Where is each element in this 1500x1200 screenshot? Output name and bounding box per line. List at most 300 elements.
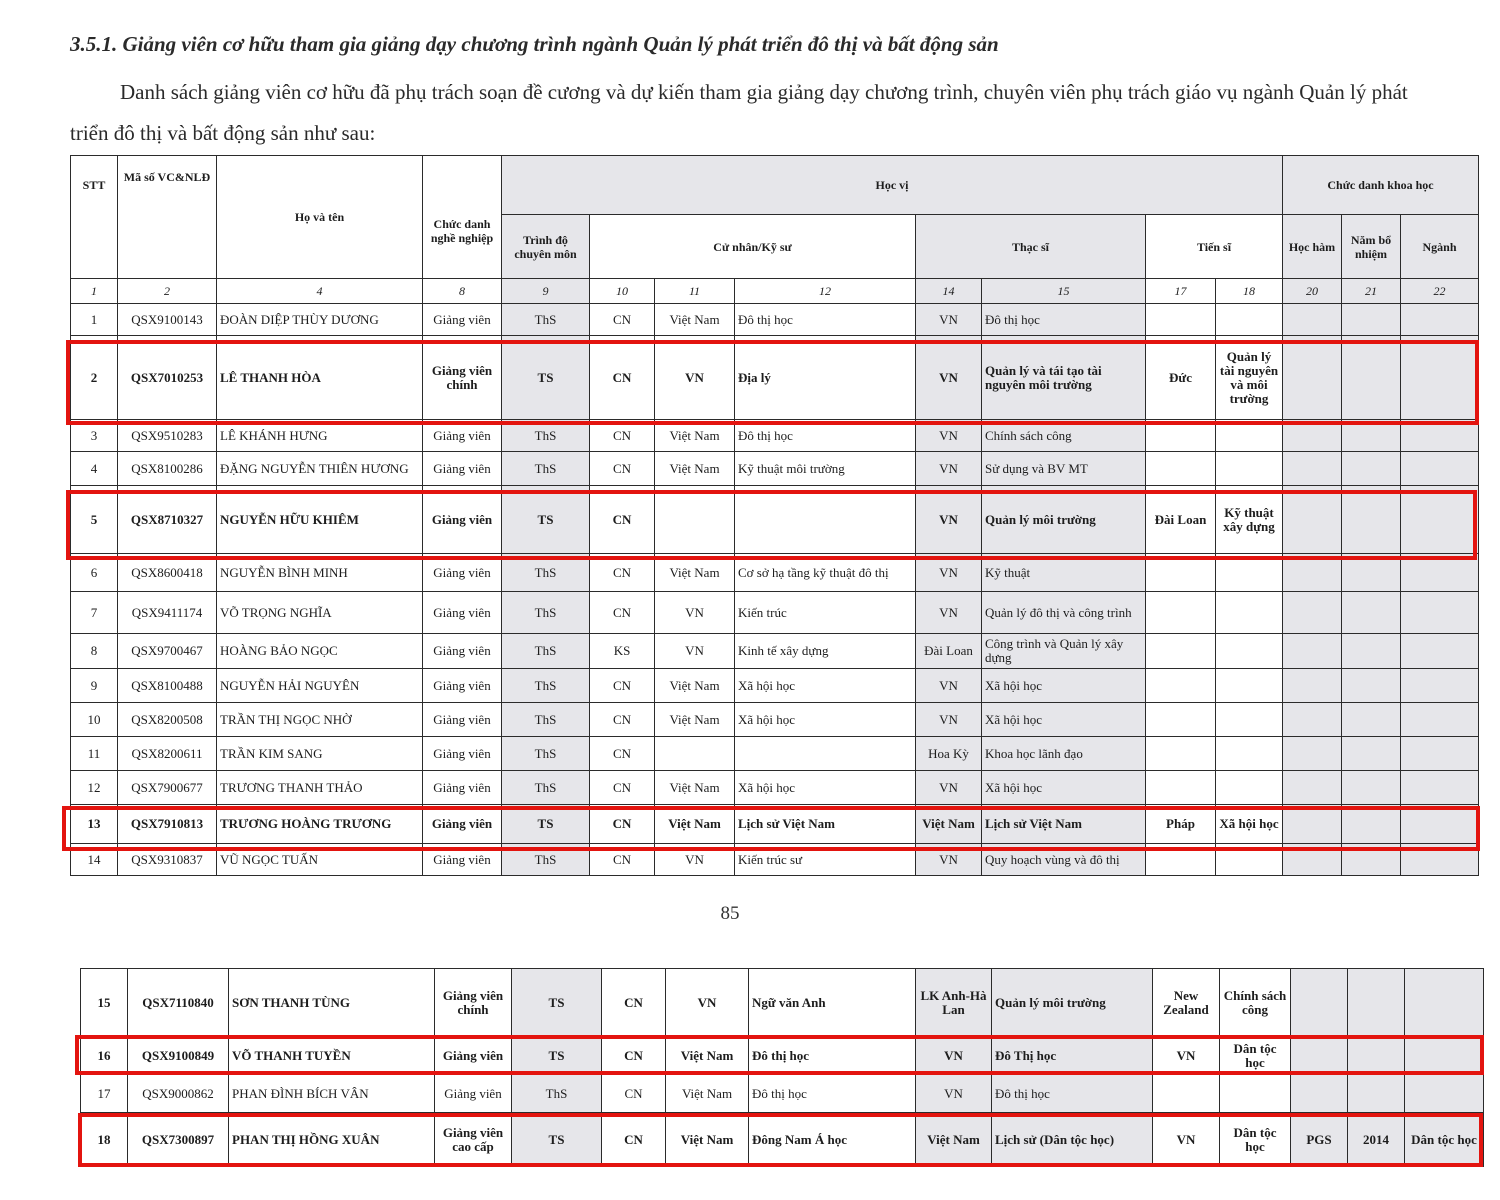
header-cu-nhan: Cử nhân/Kỹ sư xyxy=(590,215,916,279)
column-number: 9 xyxy=(502,279,590,304)
table-cell: Việt Nam xyxy=(916,805,982,844)
table-cell: CN xyxy=(590,420,655,452)
table-row xyxy=(71,336,1479,420)
table-cell: TS xyxy=(512,1037,602,1075)
column-number: 12 xyxy=(735,279,916,304)
table-cell: Xã hội học xyxy=(735,669,916,703)
table-cell: CN xyxy=(590,669,655,703)
table-cell xyxy=(1283,771,1342,805)
table-cell: Xã hội học xyxy=(982,669,1146,703)
column-number: 21 xyxy=(1342,279,1401,304)
table-cell xyxy=(1342,486,1401,554)
table-cell: Kỹ thuật môi trường xyxy=(735,452,916,486)
table-cell: Đô thị học xyxy=(749,1075,916,1113)
table-cell: ThS xyxy=(502,554,590,592)
table-cell: Giảng viên xyxy=(423,554,502,592)
table-cell: VÕ TRỌNG NGHĨA xyxy=(217,592,423,634)
table-cell: Kiến trúc sư xyxy=(735,844,916,876)
table-cell xyxy=(1146,452,1216,486)
table-cell: CN xyxy=(590,452,655,486)
table-cell: QSX8600418 xyxy=(118,554,217,592)
table-cell: Việt Nam xyxy=(916,1113,992,1167)
table-row xyxy=(71,669,1479,703)
table-cell: Lịch sử Việt Nam xyxy=(982,805,1146,844)
table-cell: Quản lý môi trường xyxy=(992,969,1153,1037)
table-cell xyxy=(1342,805,1401,844)
table-cell xyxy=(1146,634,1216,669)
table-cell xyxy=(1146,304,1216,336)
table-row xyxy=(71,634,1479,669)
table-cell: Quản lý đô thị và công trình xyxy=(982,592,1146,634)
table-cell xyxy=(1291,969,1348,1037)
header-nam-bo-nhiem: Năm bổ nhiệm xyxy=(1342,215,1401,279)
table-cell: 1 xyxy=(71,304,118,336)
table-cell xyxy=(1146,554,1216,592)
table-cell: 15 xyxy=(81,969,128,1037)
table-cell: 14 xyxy=(71,844,118,876)
table-cell xyxy=(1348,1075,1405,1113)
table-cell xyxy=(1342,336,1401,420)
table-cell: Giảng viên xyxy=(423,703,502,737)
table-cell: Xã hội học xyxy=(982,771,1146,805)
table-cell xyxy=(1401,420,1479,452)
column-number: 11 xyxy=(655,279,735,304)
table-cell: 5 xyxy=(71,486,118,554)
table-cell: Xã hội học xyxy=(982,703,1146,737)
header-hoc-ham: Học hàm xyxy=(1283,215,1342,279)
table-cell: 17 xyxy=(81,1075,128,1113)
table-cell: VN xyxy=(655,592,735,634)
table-cell: Đức xyxy=(1146,336,1216,420)
table-cell xyxy=(1342,634,1401,669)
table-cell xyxy=(1216,592,1283,634)
table-cell xyxy=(1220,1075,1291,1113)
table-cell xyxy=(1283,592,1342,634)
table-cell: VN xyxy=(1153,1113,1220,1167)
header-thac-si: Thạc sĩ xyxy=(916,215,1146,279)
table-cell: 13 xyxy=(71,805,118,844)
table-cell: VN xyxy=(916,844,982,876)
table-cell: VN xyxy=(916,336,982,420)
table-cell: VN xyxy=(916,592,982,634)
table-cell xyxy=(1405,1075,1484,1113)
table-cell: Việt Nam xyxy=(666,1113,749,1167)
table-cell xyxy=(1342,703,1401,737)
table-cell: VN xyxy=(655,844,735,876)
table-cell: Việt Nam xyxy=(655,771,735,805)
table-cell: ThS xyxy=(512,1075,602,1113)
table-row xyxy=(71,703,1479,737)
table-cell xyxy=(1401,336,1479,420)
table-cell xyxy=(1348,1037,1405,1075)
table-cell: Đài Loan xyxy=(1146,486,1216,554)
table-cell: VN xyxy=(916,669,982,703)
table-cell xyxy=(1342,452,1401,486)
table-cell: QSX9000862 xyxy=(128,1075,229,1113)
table-cell xyxy=(1342,554,1401,592)
table-cell xyxy=(1283,554,1342,592)
table-cell: TRƯƠNG HOÀNG TRƯƠNG xyxy=(217,805,423,844)
table-cell: ThS xyxy=(502,737,590,771)
table-cell: CN xyxy=(590,805,655,844)
table-cell xyxy=(735,737,916,771)
table-cell: Xã hội học xyxy=(735,703,916,737)
table-cell: TS xyxy=(512,1113,602,1167)
table-cell: Sử dụng và BV MT xyxy=(982,452,1146,486)
table-cell: 2014 xyxy=(1348,1113,1405,1167)
table-cell xyxy=(1401,844,1479,876)
table-row xyxy=(71,737,1479,771)
table-cell: Việt Nam xyxy=(666,1037,749,1075)
table-cell: Đô thị học xyxy=(982,304,1146,336)
table-cell: KS xyxy=(590,634,655,669)
table-cell xyxy=(1401,737,1479,771)
table-cell: Giảng viên xyxy=(423,771,502,805)
table-row xyxy=(81,1037,1484,1075)
table-cell: Kiến trúc xyxy=(735,592,916,634)
column-number: 15 xyxy=(982,279,1146,304)
table-cell: ThS xyxy=(502,703,590,737)
table-cell: CN xyxy=(590,771,655,805)
table-cell: Đô thị học xyxy=(735,304,916,336)
table-cell: Đô thị học xyxy=(749,1037,916,1075)
table-cell: LK Anh-Hà Lan xyxy=(916,969,992,1037)
table-cell xyxy=(1283,420,1342,452)
table-cell: Giảng viên xyxy=(423,737,502,771)
table-cell: QSX7300897 xyxy=(128,1113,229,1167)
table-cell xyxy=(1342,420,1401,452)
table-cell xyxy=(1401,452,1479,486)
table-cell: Giảng viên xyxy=(423,592,502,634)
table-cell: Việt Nam xyxy=(655,805,735,844)
table-cell: QSX8100286 xyxy=(118,452,217,486)
table-cell xyxy=(1401,669,1479,703)
table-cell: Giảng viên xyxy=(423,844,502,876)
table-cell: LÊ THANH HÒA xyxy=(217,336,423,420)
table-cell xyxy=(735,486,916,554)
table-cell: 6 xyxy=(71,554,118,592)
table-cell xyxy=(1401,805,1479,844)
table-cell xyxy=(1216,844,1283,876)
table-cell: TS xyxy=(502,486,590,554)
table-cell: Quản lý môi trường xyxy=(982,486,1146,554)
table-cell: Giảng viên chính xyxy=(435,969,512,1037)
table-cell: CN xyxy=(590,592,655,634)
table-cell: Giảng viên xyxy=(423,486,502,554)
table-cell xyxy=(1146,420,1216,452)
page-number: 85 xyxy=(720,903,740,924)
table-cell: TS xyxy=(502,805,590,844)
table-cell xyxy=(1283,486,1342,554)
table-cell xyxy=(1401,554,1479,592)
table-cell: NGUYỄN HỮU KHIÊM xyxy=(217,486,423,554)
header-ma-so: Mã số VC&NLĐ xyxy=(118,156,217,279)
table-cell: Quy hoạch vùng và đô thị xyxy=(982,844,1146,876)
table-cell xyxy=(1342,737,1401,771)
table-cell: Giảng viên xyxy=(435,1075,512,1113)
header-tien-si: Tiến sĩ xyxy=(1146,215,1283,279)
table-cell: CN xyxy=(590,486,655,554)
table-cell: VN xyxy=(916,452,982,486)
table-cell: ThS xyxy=(502,634,590,669)
table-cell: Giảng viên xyxy=(435,1037,512,1075)
table-cell: Việt Nam xyxy=(655,669,735,703)
table-cell: Việt Nam xyxy=(655,304,735,336)
table-cell: Dân tộc học xyxy=(1405,1113,1484,1167)
table-cell: 2 xyxy=(71,336,118,420)
table-cell: PHAN ĐÌNH BÍCH VÂN xyxy=(229,1075,435,1113)
table-cell: VN xyxy=(916,554,982,592)
table-cell: NGUYỄN BÌNH MINH xyxy=(217,554,423,592)
column-number: 4 xyxy=(217,279,423,304)
table-cell xyxy=(1401,634,1479,669)
table-cell: CN xyxy=(590,737,655,771)
table-cell xyxy=(1283,737,1342,771)
table-cell xyxy=(1401,486,1479,554)
table-cell: TRẦN THỊ NGỌC NHỜ xyxy=(217,703,423,737)
table-row xyxy=(71,304,1479,336)
table-row xyxy=(71,486,1479,554)
table-row xyxy=(81,1113,1484,1167)
table-cell: Việt Nam xyxy=(655,420,735,452)
column-number: 1 xyxy=(71,279,118,304)
table-cell: QSX9100849 xyxy=(128,1037,229,1075)
table-cell xyxy=(1401,703,1479,737)
table-cell: VN xyxy=(916,420,982,452)
table-cell: Đông Nam Á học xyxy=(749,1113,916,1167)
table-cell: QSX8200508 xyxy=(118,703,217,737)
header-trinh-do: Trình độ chuyên môn xyxy=(502,215,590,279)
table-cell: PHAN THỊ HỒNG XUÂN xyxy=(229,1113,435,1167)
table-cell: Giảng viên xyxy=(423,669,502,703)
table-cell xyxy=(1216,703,1283,737)
table-cell xyxy=(1342,304,1401,336)
table-cell: CN xyxy=(602,1075,666,1113)
header-stt: STT xyxy=(71,156,118,279)
table-cell xyxy=(1401,304,1479,336)
column-number: 10 xyxy=(590,279,655,304)
table-cell: Kinh tế xây dựng xyxy=(735,634,916,669)
table-cell: New Zealand xyxy=(1153,969,1220,1037)
table-cell xyxy=(1216,420,1283,452)
table-cell: CN xyxy=(590,336,655,420)
table-cell xyxy=(1153,1075,1220,1113)
table-cell: Việt Nam xyxy=(655,452,735,486)
table-cell: Chính sách công xyxy=(982,420,1146,452)
table-row xyxy=(71,844,1479,876)
table-cell: 10 xyxy=(71,703,118,737)
table-cell: 4 xyxy=(71,452,118,486)
table-cell: 7 xyxy=(71,592,118,634)
table-cell: Pháp xyxy=(1146,805,1216,844)
table-cell: VŨ NGỌC TUẤN xyxy=(217,844,423,876)
table-cell: Việt Nam xyxy=(655,703,735,737)
header-hoc-vi: Học vị xyxy=(502,156,1283,215)
table-cell: Quản lý và tái tạo tài nguyên môi trường xyxy=(982,336,1146,420)
table-row xyxy=(81,969,1484,1037)
table-cell: 9 xyxy=(71,669,118,703)
table-cell xyxy=(1283,336,1342,420)
table-cell: 18 xyxy=(81,1113,128,1167)
table-cell: Giảng viên xyxy=(423,420,502,452)
table-cell: ThS xyxy=(502,592,590,634)
table-cell: TS xyxy=(502,336,590,420)
table-cell: Công trình và Quản lý xây dựng xyxy=(982,634,1146,669)
table-cell xyxy=(655,737,735,771)
table-cell xyxy=(1216,771,1283,805)
table-cell: QSX8710327 xyxy=(118,486,217,554)
table-cell: 3 xyxy=(71,420,118,452)
table-cell: 12 xyxy=(71,771,118,805)
table-cell: Khoa học lãnh đạo xyxy=(982,737,1146,771)
table-cell: ThS xyxy=(502,844,590,876)
table-cell xyxy=(1342,844,1401,876)
column-number: 2 xyxy=(118,279,217,304)
table-cell: Giảng viên xyxy=(423,805,502,844)
table-cell: QSX8200611 xyxy=(118,737,217,771)
table-cell: Quản lý tài nguyên và môi trường xyxy=(1216,336,1283,420)
table-row xyxy=(81,1075,1484,1113)
table-cell xyxy=(1146,737,1216,771)
table-cell: QSX7900677 xyxy=(118,771,217,805)
table-cell: QSX9700467 xyxy=(118,634,217,669)
table-cell: Đô thị học xyxy=(992,1075,1153,1113)
table-cell xyxy=(1216,554,1283,592)
table-cell: Dân tộc học xyxy=(1220,1113,1291,1167)
table-cell: Giảng viên xyxy=(423,452,502,486)
table-cell: Chính sách công xyxy=(1220,969,1291,1037)
table-cell xyxy=(1146,771,1216,805)
page-heading: 3.5.1. Giảng viên cơ hữu tham gia giảng dạy chương trình ngành Quản lý phát triển đô thị và bất động sản xyxy=(70,32,999,56)
column-number: 14 xyxy=(916,279,982,304)
table-cell xyxy=(1401,771,1479,805)
table-cell: ĐOÀN DIỆP THÙY DƯƠNG xyxy=(217,304,423,336)
column-number-row xyxy=(71,279,1479,304)
table-cell: VN xyxy=(916,486,982,554)
table-cell: QSX7110840 xyxy=(128,969,229,1037)
table-cell: Giảng viên chính xyxy=(423,336,502,420)
table-cell xyxy=(1216,452,1283,486)
table-cell: Dân tộc học xyxy=(1220,1037,1291,1075)
table-cell: VN xyxy=(916,1037,992,1075)
table-cell: VÕ THANH TUYỀN xyxy=(229,1037,435,1075)
table-cell: ThS xyxy=(502,420,590,452)
table-cell: CN xyxy=(602,1037,666,1075)
table-cell xyxy=(1405,969,1484,1037)
table-cell xyxy=(1216,737,1283,771)
table-cell: TS xyxy=(512,969,602,1037)
table-cell: Kỹ thuật xyxy=(982,554,1146,592)
table-cell: SƠN THANH TÙNG xyxy=(229,969,435,1037)
table-cell: VN xyxy=(666,969,749,1037)
table-cell: CN xyxy=(590,554,655,592)
table-cell: 16 xyxy=(81,1037,128,1075)
table-cell: Giảng viên xyxy=(423,634,502,669)
table-cell: HOÀNG BẢO NGỌC xyxy=(217,634,423,669)
column-number: 17 xyxy=(1146,279,1216,304)
table-cell xyxy=(1216,634,1283,669)
table-cell xyxy=(1283,304,1342,336)
table-cell: ThS xyxy=(502,669,590,703)
table-cell: Xã hội học xyxy=(1216,805,1283,844)
table-cell: TRƯƠNG THANH THẢO xyxy=(217,771,423,805)
table-cell: Việt Nam xyxy=(655,554,735,592)
table-cell: CN xyxy=(602,969,666,1037)
column-number: 22 xyxy=(1401,279,1479,304)
table-cell xyxy=(1146,844,1216,876)
table-cell: VN xyxy=(1153,1037,1220,1075)
table-cell: LÊ KHÁNH HƯNG xyxy=(217,420,423,452)
header-chuc-danh-kh: Chức danh khoa học xyxy=(1283,156,1479,215)
column-number: 18 xyxy=(1216,279,1283,304)
table-cell: CN xyxy=(590,304,655,336)
table-cell xyxy=(1216,669,1283,703)
table-cell: VN xyxy=(916,771,982,805)
table-cell xyxy=(1146,703,1216,737)
table-cell xyxy=(1283,844,1342,876)
table-cell: QSX7910813 xyxy=(118,805,217,844)
table-cell xyxy=(1342,669,1401,703)
table-cell xyxy=(1216,304,1283,336)
table-cell xyxy=(1342,592,1401,634)
table-cell: VN xyxy=(916,304,982,336)
table-cell: ThS xyxy=(502,771,590,805)
table-cell xyxy=(1342,771,1401,805)
column-number: 20 xyxy=(1283,279,1342,304)
table-cell: QSX7010253 xyxy=(118,336,217,420)
table-cell: PGS xyxy=(1291,1113,1348,1167)
table-cell xyxy=(1348,969,1405,1037)
table-cell: 8 xyxy=(71,634,118,669)
table-cell xyxy=(1291,1075,1348,1113)
table-cell: Hoa Kỳ xyxy=(916,737,982,771)
table-cell xyxy=(1283,805,1342,844)
table-cell: Kỹ thuật xây dựng xyxy=(1216,486,1283,554)
table-cell: VN xyxy=(916,1075,992,1113)
table-cell: Xã hội học xyxy=(735,771,916,805)
table-cell: VN xyxy=(655,336,735,420)
lecturer-table-part-1 xyxy=(70,155,1479,876)
table-cell: Cơ sở hạ tầng kỹ thuật đô thị xyxy=(735,554,916,592)
table-cell xyxy=(1146,669,1216,703)
table-row xyxy=(71,452,1479,486)
table-cell: VN xyxy=(916,703,982,737)
table-cell xyxy=(1283,669,1342,703)
table-row xyxy=(71,420,1479,452)
table-cell: Giảng viên xyxy=(423,304,502,336)
table-cell: QSX9510283 xyxy=(118,420,217,452)
table-cell xyxy=(1283,452,1342,486)
table-cell: CN xyxy=(590,844,655,876)
table-cell: Đài Loan xyxy=(916,634,982,669)
table-cell: Đô Thị học xyxy=(992,1037,1153,1075)
table-cell: ThS xyxy=(502,304,590,336)
lecturer-table-part-2 xyxy=(80,968,1484,1167)
table-cell: QSX9100143 xyxy=(118,304,217,336)
table-cell xyxy=(1405,1037,1484,1075)
table-cell: CN xyxy=(590,703,655,737)
table-cell: Lịch sử (Dân tộc học) xyxy=(992,1113,1153,1167)
table-cell: TRẦN KIM SANG xyxy=(217,737,423,771)
header-nganh: Ngành xyxy=(1401,215,1479,279)
table-cell: ThS xyxy=(502,452,590,486)
table-cell xyxy=(1146,592,1216,634)
table-cell: 11 xyxy=(71,737,118,771)
table-row xyxy=(71,592,1479,634)
column-number: 8 xyxy=(423,279,502,304)
table-cell xyxy=(1291,1037,1348,1075)
table-cell: Ngữ văn Anh xyxy=(749,969,916,1037)
